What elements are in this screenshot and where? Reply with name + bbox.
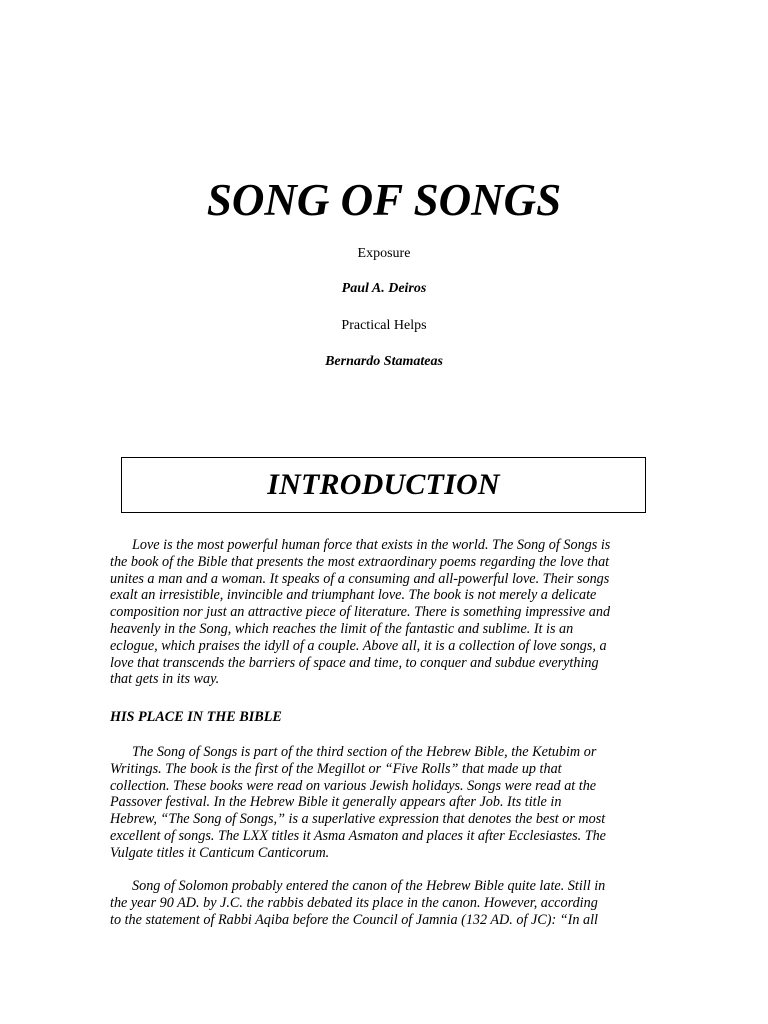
paragraph-intro	[110, 537, 658, 688]
paragraph-line: Vulgate titles it Canticum Canticorum.	[110, 844, 330, 861]
paragraph-line: unites a man and a woman. It speaks of a consuming and all-powerful love. Their songs	[110, 570, 610, 587]
paragraph-line: eclogue, which praises the idyll of a couple. Above all, it is a collection of love songs, a	[110, 637, 607, 654]
paragraph-line: The Song of Songs is part of the third section of the Hebrew Bible, the Ketubim or	[132, 744, 597, 760]
paragraph-line: love that transcends the barriers of space and time, to conquer and subdue everything	[110, 654, 599, 671]
practical-helps-author: Bernardo Stamateas	[325, 354, 443, 369]
paragraph-line: collection. These books were read on various Jewish holidays. Songs were read at the	[110, 777, 597, 794]
paragraph-line: Love is the most powerful human force that exists in the world. The Song of Songs is	[132, 537, 611, 553]
section-title: INTRODUCTION	[267, 468, 500, 501]
paragraph-line: composition nor just an attractive piece of literature. There is something impressive and	[110, 604, 611, 621]
introduction-box	[121, 457, 646, 513]
paragraph-line: exalt an irresistible, invincible and triumphant love. The book is not merely a delicate	[110, 587, 597, 604]
paragraph-line: to the statement of Rabbi Aqiba before the Council of Jamnia (132 AD. of JC): “In all	[110, 911, 598, 928]
section-subheading: HIS PLACE IN THE BIBLE	[110, 709, 282, 725]
document-title: SONG OF SONGS	[206, 175, 562, 225]
paragraph-line: the year 90 AD. by J.C. the rabbis debated its place in the canon. However, according	[110, 894, 598, 911]
paragraph-line: heavenly in the Song, which reaches the limit of the fantastic and sublime. It is an	[110, 620, 574, 637]
paragraph-line: Song of Solomon probably entered the canon of the Hebrew Bible quite late. Still in	[132, 878, 606, 894]
practical-helps-label: Practical Helps	[341, 318, 427, 333]
paragraph-line: Passover festival. In the Hebrew Bible it generally appears after Job. Its title in	[110, 794, 562, 811]
paragraph-line: that gets in its way.	[110, 671, 220, 688]
exposure-label: Exposure	[357, 246, 411, 261]
paragraph-canon	[110, 878, 658, 928]
paragraph-line: Writings. The book is the first of the Megillot or “Five Rolls” that made up that	[110, 760, 562, 777]
exposure-author: Paul A. Deiros	[341, 281, 427, 296]
paragraph-line: excellent of songs. The LXX titles it Asma Asmaton and places it after Ecclesiastes. The	[110, 827, 606, 844]
paragraph-place-in-bible	[110, 744, 658, 862]
paragraph-line: Hebrew, “The Song of Songs,” is a superlative expression that denotes the best or most	[110, 811, 606, 828]
paragraph-line: the book of the Bible that presents the most extraordinary poems regarding the love that	[110, 553, 610, 570]
